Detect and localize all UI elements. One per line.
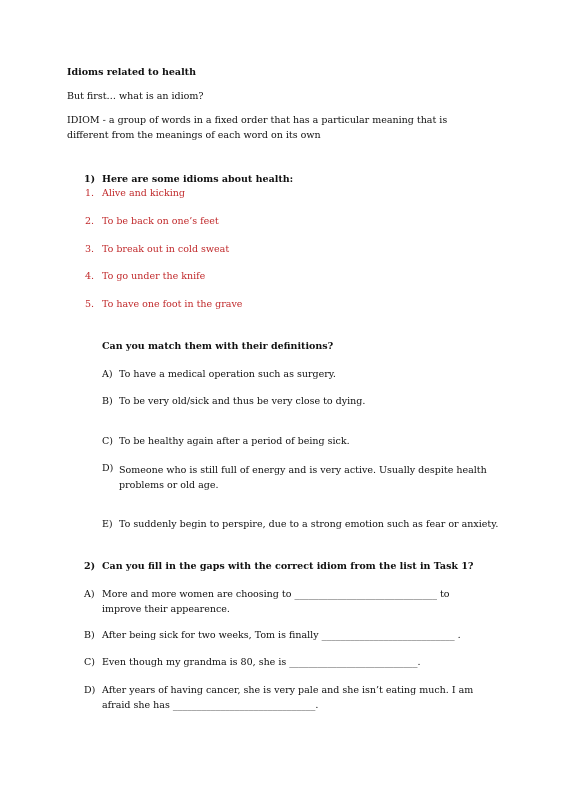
section2-heading: Can you fill in the gaps with the correct idiom from the list in Task 1? [102,561,474,572]
idiom-number: 4. [85,271,95,282]
idiom-definition: IDIOM - a group of words in a fixed order that has a particular meaning that is different from the meanings of each word on its own [67,115,448,141]
section1-heading: Here are some idioms about health: [102,174,294,185]
gap-sentence: Even though my grandma is 80, she is ___________________________. [102,657,421,668]
definition-item: To suddenly begin to perspire, due to a strong emotion such as fear or anxiety. [119,519,499,530]
idiom-item: To break out in cold sweat [102,244,230,255]
definition-letter: B) [102,396,113,407]
gap-letter: B) [84,630,95,641]
idiom-item: To have one foot in the grave [102,299,243,310]
definition-item: To have a medical operation such as surgery. [119,369,336,380]
definition-item: Someone who is still full of energy and is very active. Usually despite health problems or old age. [119,465,487,491]
gap-sentence: More and more women are choosing to ______________________________ to improve their appearence. [102,589,450,615]
match-heading: Can you match them with their definitions? [102,341,334,352]
definition-item: To be healthy again after a period of being sick. [119,436,350,447]
gap-sentence: After years of having cancer, she is very pale and she isn’t eating much. I am afraid she has ______________________________. [102,685,474,711]
definition-letter: D) [102,463,114,474]
idiom-number: 5. [85,299,95,310]
definition-letter: A) [102,369,113,380]
gap-letter: A) [84,589,95,600]
idiom-number: 2. [85,216,95,227]
idiom-item: Alive and kicking [102,188,185,199]
idiom-number: 3. [85,244,95,255]
gap-sentence: After being sick for two weeks, Tom is finally ____________________________ . [102,630,461,641]
intro-question: But first… what is an idiom? [67,91,204,102]
idiom-number: 1. [85,188,95,199]
gap-letter: C) [84,657,95,668]
page-title: Idioms related to health [67,67,196,78]
definition-letter: E) [102,519,113,530]
definition-item: To be very old/sick and thus be very close to dying. [119,396,366,407]
section2-number: 2) [84,561,96,572]
idiom-item: To go under the knife [102,271,206,282]
gap-letter: D) [84,685,96,696]
idiom-item: To be back on one’s feet [102,216,219,227]
section1-number: 1) [84,174,96,185]
definition-letter: C) [102,436,113,447]
